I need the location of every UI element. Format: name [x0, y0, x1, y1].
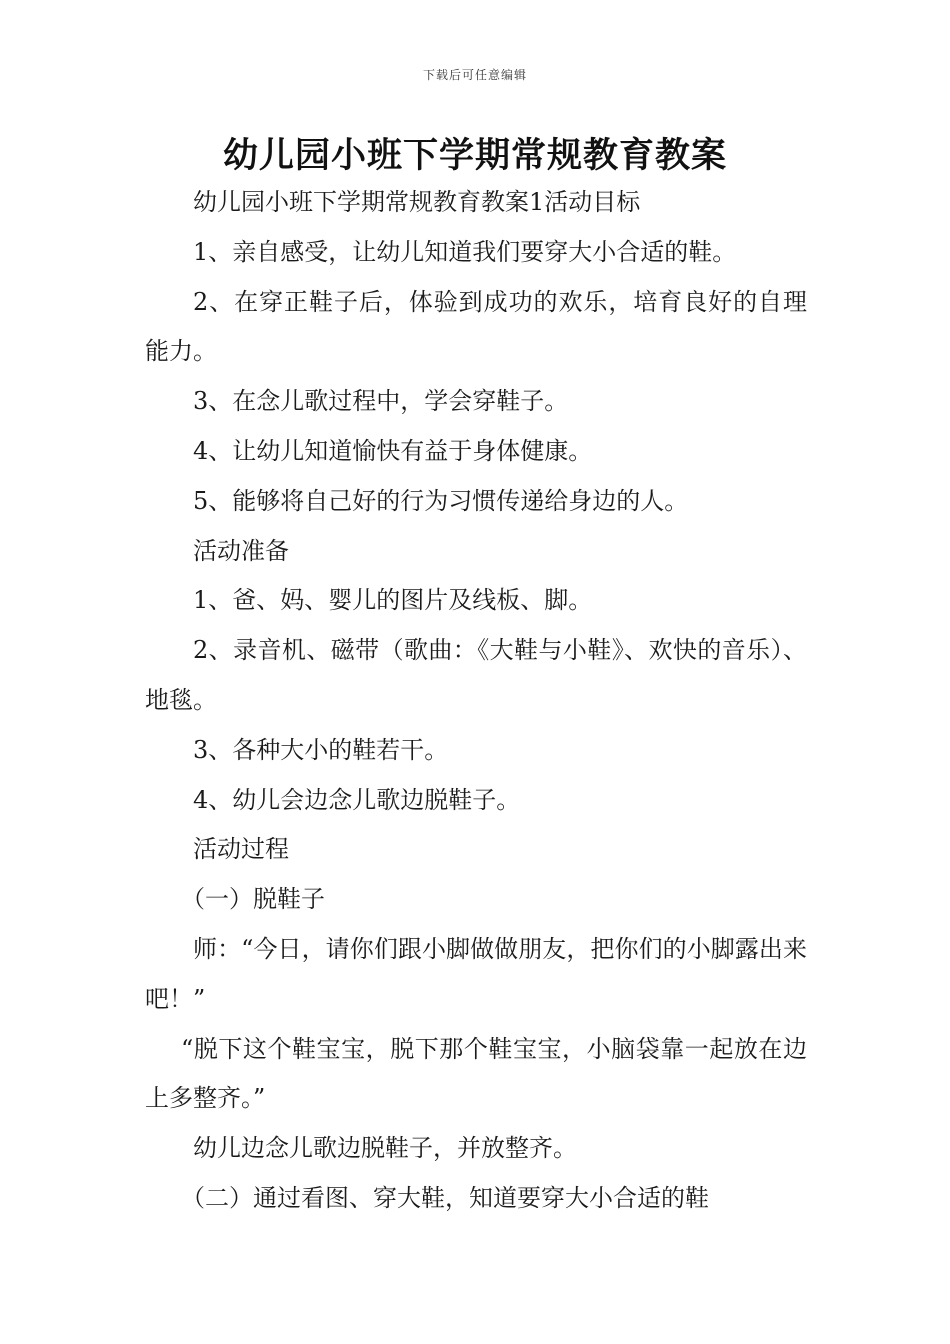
document-title: 幼儿园小班下学期常规教育教案	[222, 136, 727, 176]
paragraph-intro: 幼儿园小班下学期常规教育教案1活动目标	[193, 188, 641, 216]
paragraph-prep-2: 2、录音机、磁带（歌曲：《大鞋与小鞋》、欢快的音乐）、地毯。	[145, 636, 807, 714]
paragraph-teacher-quote: 师：“今日，请你们跟小脚做做朋友，把你们的小脚露出来吧！”	[145, 934, 807, 1013]
paragraph-goal-5: 5、能够将自己好的行为习惯传递给身边的人。	[193, 486, 689, 515]
paragraph-prep-3: 3、各种大小的鞋若干。	[193, 735, 449, 764]
document-body	[145, 178, 807, 1224]
section-heading-process: 活动过程	[193, 835, 289, 864]
paragraph-goal-4: 4、让幼儿知道愉快有益于身体健康。	[193, 436, 593, 465]
subheading-step-2: （二）通过看图、穿大鞋，知道要穿大小合适的鞋	[181, 1183, 709, 1212]
subheading-step-1: （一）脱鞋子	[181, 885, 325, 914]
paragraph-rhyme: “脱下这个鞋宝宝，脱下那个鞋宝宝，小脑袋靠一起放在边上多整齐。”	[145, 1034, 807, 1113]
paragraph-goal-2: 2、在穿正鞋子后，体验到成功的欢乐，培育良好的自理能力。	[145, 287, 807, 366]
paragraph-prep-1: 1、爸、妈、婴儿的图片及线板、脚。	[193, 586, 593, 615]
paragraph-goal-3: 3、在念儿歌过程中，学会穿鞋子。	[193, 387, 569, 416]
header-note: 下载后可任意编辑	[422, 68, 527, 82]
paragraph-goal-1: 1、亲自感受，让幼儿知道我们要穿大小合适的鞋。	[193, 237, 737, 266]
paragraph-children-action: 幼儿边念儿歌边脱鞋子，并放整齐。	[193, 1134, 577, 1163]
section-heading-preparation: 活动准备	[193, 536, 289, 565]
paragraph-prep-4: 4、幼儿会边念儿歌边脱鞋子。	[193, 785, 521, 814]
